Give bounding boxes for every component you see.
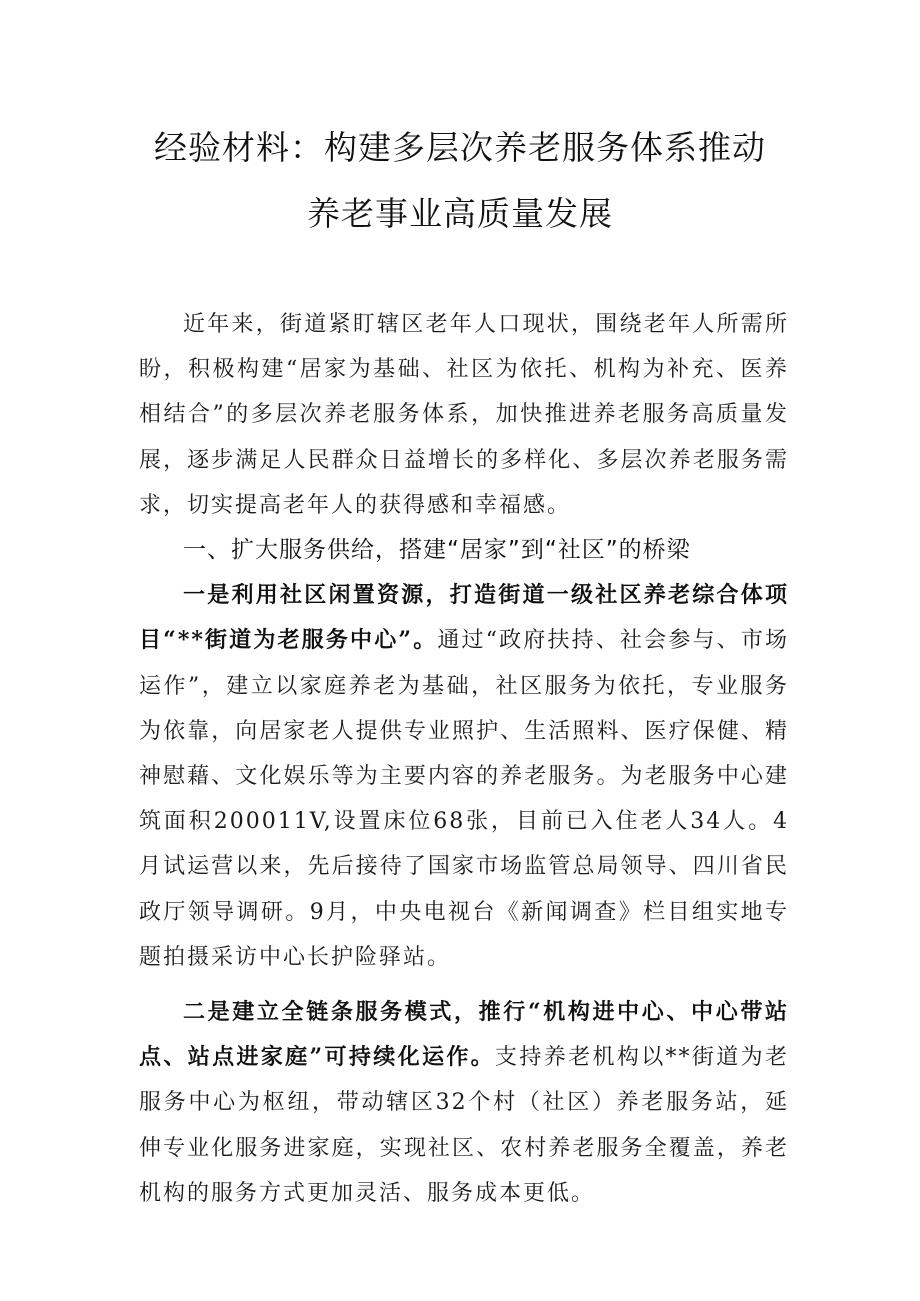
section-heading-1: 一、扩大服务供给，搭建“居家”到“社区”的桥梁	[183, 537, 691, 564]
paragraph-1-lead: 一是利用社区闲置资源，打造街道一级社区养老综合体项目“**街道为老服务中心”。	[139, 582, 789, 654]
title-line-1: 经验材料：构建多层次养老服务体系推动	[154, 128, 766, 167]
title-line-2: 养老事业高质量发展	[307, 194, 613, 233]
paragraph-2	[139, 990, 789, 1216]
paragraph-1-text: 通过“政府扶持、社会参与、市场运作”，建立以家庭养老为基础，社区服务为依托，专业服务为依靠，向居家老人提供专业照护、生活照料、医疗保健、精神慰藉、文化娱乐等为主要内容的养老服务。为老服务中心建筑面积200011V,设置床位68张，目前已入住老人34人。4月试运营以来，先后接待了国家市场监管总局领导、四川省民政厅领导调研。9月，中央电视台《新闻调查》栏目组实地专题拍摄采访中心长护险驿站。	[139, 628, 790, 970]
document-body	[139, 302, 789, 1216]
paragraph-2-text: 支持养老机构以**街道为老服务中心为枢纽，带动辖区32个村（社区）养老服务站，延伸专业化服务进家庭，实现社区、农村养老服务全覆盖，养老机构的服务方式更加灵活、服务成本更低。	[139, 1045, 789, 1206]
intro-paragraph: 近年来，街道紧盯辖区老年人口现状，围绕老年人所需所盼，积极构建“居家为基础、社区为依托、机构为补充、医养相结合”的多层次养老服务体系，加快推进养老服务高质量发展，逐步满足人民群众日益增长的多样化、多层次养老服务需求，切实提高老年人的获得感和幸福感。	[139, 312, 789, 518]
paragraph-1	[139, 573, 789, 980]
paragraph-2-lead: 二是建立全链条服务模式，推行“机构进中心、中心带站点、站点进家庭”可持续化运作。	[139, 999, 789, 1071]
